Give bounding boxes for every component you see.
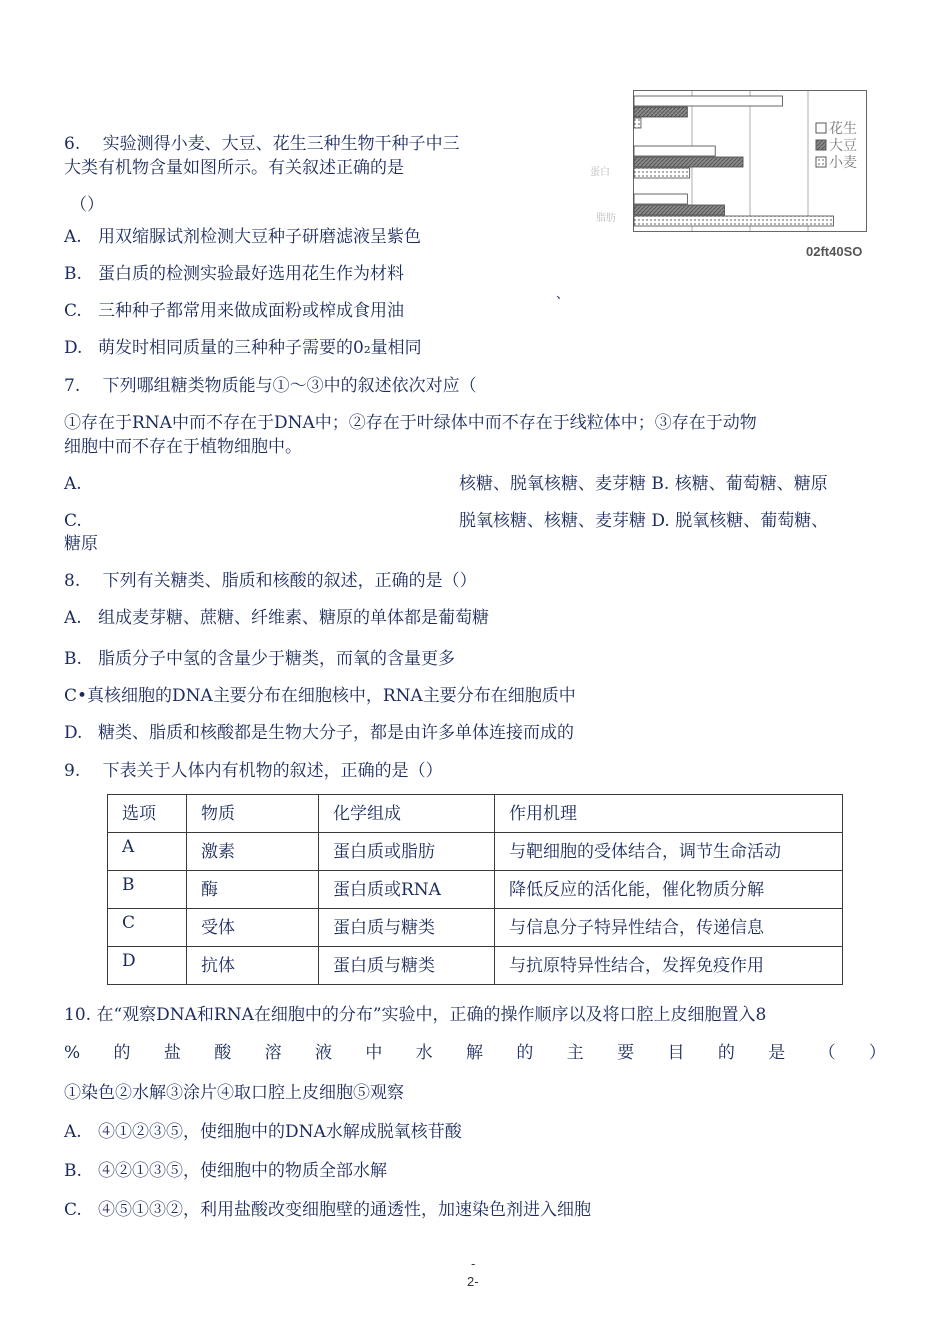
q10-stem-char: 主 (566, 1043, 584, 1063)
table-cell: B (108, 871, 187, 909)
q6-option-d: D. 萌发时相同质量的三种种子需要的0₂量相同 (64, 338, 422, 358)
table-cell: 抗体 (187, 947, 319, 985)
q7-desc-line1: ①存在于RNA中而不存在于DNA中；②存在于叶绿体中而不存在于线粒体中；③存在于动物 (64, 413, 757, 433)
category-label-protein: 蛋白 (590, 167, 610, 178)
page-dash: - (471, 1256, 476, 1271)
q10-option-a: A. ④①②③⑤，使细胞中的DNA水解成脱氧核苷酸 (64, 1122, 462, 1142)
bar-大豆-2 (634, 205, 724, 215)
q7-stem: 7. 下列哪组糖类物质能与①～③中的叙述依次对应（ (64, 376, 477, 396)
q9-table (107, 794, 843, 985)
table-cell: 蛋白质或脂肪 (319, 833, 495, 871)
q6-option-a: A. 用双缩脲试剂检测大豆种子研磨滤液呈紫色 (64, 227, 421, 247)
table-cell: 受体 (187, 909, 319, 947)
q10-stem-char: 水 (415, 1043, 433, 1063)
q10-stem-char: 酸 (214, 1043, 232, 1063)
stray-mark: 、 (556, 287, 570, 302)
category-label-fat: 脂肪 (596, 213, 616, 224)
q10-stem-char: 是 (768, 1043, 786, 1063)
table-cell: 蛋白质或RNA (319, 871, 495, 909)
page-number: 2- (467, 1274, 479, 1289)
table-cell: C (108, 909, 187, 947)
bar-花生-2 (634, 194, 687, 204)
q10-stem-char: % (64, 1043, 81, 1063)
q10-stem-char: 盐 (163, 1043, 181, 1063)
legend-swatch (816, 157, 826, 167)
table-cell: 与靶细胞的受体结合，调节生命活动 (495, 833, 843, 871)
q10-stem-char: 要 (617, 1043, 635, 1063)
legend-label: 大豆 (829, 138, 857, 154)
q9-stem: 9. 下表关于人体内有机物的叙述，正确的是（） (64, 761, 443, 781)
legend-swatch (816, 123, 826, 133)
table-header-cell: 物质 (187, 795, 319, 833)
bar-大豆-1 (634, 157, 743, 167)
q10-steps: ①染色②水解③涂片④取口腔上皮细胞⑤观察 (64, 1083, 404, 1103)
q10-stem-char: ） (868, 1043, 886, 1063)
bar-小麦-2 (634, 216, 834, 226)
legend-label: 小麦 (829, 155, 857, 171)
table-cell: D (108, 947, 187, 985)
q8-option-a: A. 组成麦芽糖、蔗糖、纤维素、糖原的单体都是葡萄糖 (64, 608, 489, 628)
q6-option-b: B. 蛋白质的检测实验最好选用花生作为材料 (64, 264, 404, 284)
legend-swatch (816, 140, 826, 150)
table-header-row (108, 795, 843, 833)
q7-row-a-label: A. (64, 474, 82, 494)
q10-stem-char: 的 (717, 1043, 735, 1063)
table-cell: 与抗原特异性结合，发挥免疫作用 (495, 947, 843, 985)
table-cell: 降低反应的活化能，催化物质分解 (495, 871, 843, 909)
q7-row-c-text: 脱氧核糖、核糖、麦芽糖 D. 脱氧核糖、葡萄糖、 (459, 511, 829, 531)
q10-stem-char: 中 (365, 1043, 383, 1063)
figure-caption: 02ft40SO (806, 244, 863, 259)
table-row (108, 833, 843, 871)
table-cell: 酶 (187, 871, 319, 909)
table-row (108, 909, 843, 947)
q10-stem-line1: 10. 在“观察DNA和RNA在细胞中的分布”实验中，正确的操作顺序以及将口腔上皮细胞置入8 (64, 1005, 767, 1025)
q10-stem-char: （ (818, 1043, 836, 1063)
table-header-cell: 作用机理 (495, 795, 843, 833)
q7-row-c-cont: 糖原 (64, 534, 98, 554)
table-cell: 蛋白质与糖类 (319, 909, 495, 947)
q8-stem: 8. 下列有关糖类、脂质和核酸的叙述，正确的是（） (64, 571, 477, 591)
table-header-cell: 化学组成 (319, 795, 495, 833)
table-row (108, 947, 843, 985)
bar-小麦-1 (634, 168, 690, 178)
q7-desc-line2: 细胞中而不存在于植物细胞中。 (64, 437, 302, 457)
table-cell: 与信息分子特异性结合，传递信息 (495, 909, 843, 947)
q6-stem-line1: 6. 实验测得小麦、大豆、花生三种生物干种子中三 (64, 134, 460, 154)
q8-option-d: D. 糖类、脂质和核酸都是生物大分子，都是由许多单体连接而成的 (64, 723, 574, 743)
q10-stem-char: 液 (314, 1043, 332, 1063)
q6-paren: （） (70, 195, 104, 215)
q10-stem-char: 的 (516, 1043, 534, 1063)
q10-stem-line2 (64, 1042, 886, 1064)
q10-stem-char: 的 (113, 1043, 131, 1063)
bar-大豆-0 (634, 107, 687, 117)
q10-stem-char: 目 (667, 1043, 685, 1063)
q7-row-a-text: 核糖、脱氧核糖、麦芽糖 B. 核糖、葡萄糖、糖原 (459, 474, 828, 494)
q10-stem-char: 解 (466, 1043, 484, 1063)
q10-option-b: B. ④②①③⑤，使细胞中的物质全部水解 (64, 1161, 387, 1181)
q8-option-b: B. 脂质分子中氢的含量少于糖类，而氧的含量更多 (64, 649, 455, 669)
bar-小麦-0 (634, 118, 641, 128)
q10-option-c: C. ④⑤①③②，利用盐酸改变细胞壁的通透性，加速染色剂进入细胞 (64, 1200, 591, 1220)
seed-composition-chart (633, 90, 867, 232)
q6-option-c: C. 三种种子都常用来做成面粉或榨成食用油 (64, 301, 404, 321)
table-row (108, 871, 843, 909)
q8-option-c: C•真核细胞的DNA主要分布在细胞核中，RNA主要分布在细胞质中 (64, 686, 576, 706)
bar-花生-1 (634, 146, 715, 156)
q10-stem-char: 溶 (264, 1043, 282, 1063)
q6-stem-line2: 大类有机物含量如图所示。有关叙述正确的是 (64, 158, 404, 178)
table-cell: 激素 (187, 833, 319, 871)
table-cell: 蛋白质与糖类 (319, 947, 495, 985)
table-cell: A (108, 833, 187, 871)
table-header-cell: 选项 (108, 795, 187, 833)
bar-花生-0 (634, 96, 782, 106)
legend-label: 花生 (829, 121, 857, 137)
q7-row-c-label: C. (64, 511, 82, 531)
